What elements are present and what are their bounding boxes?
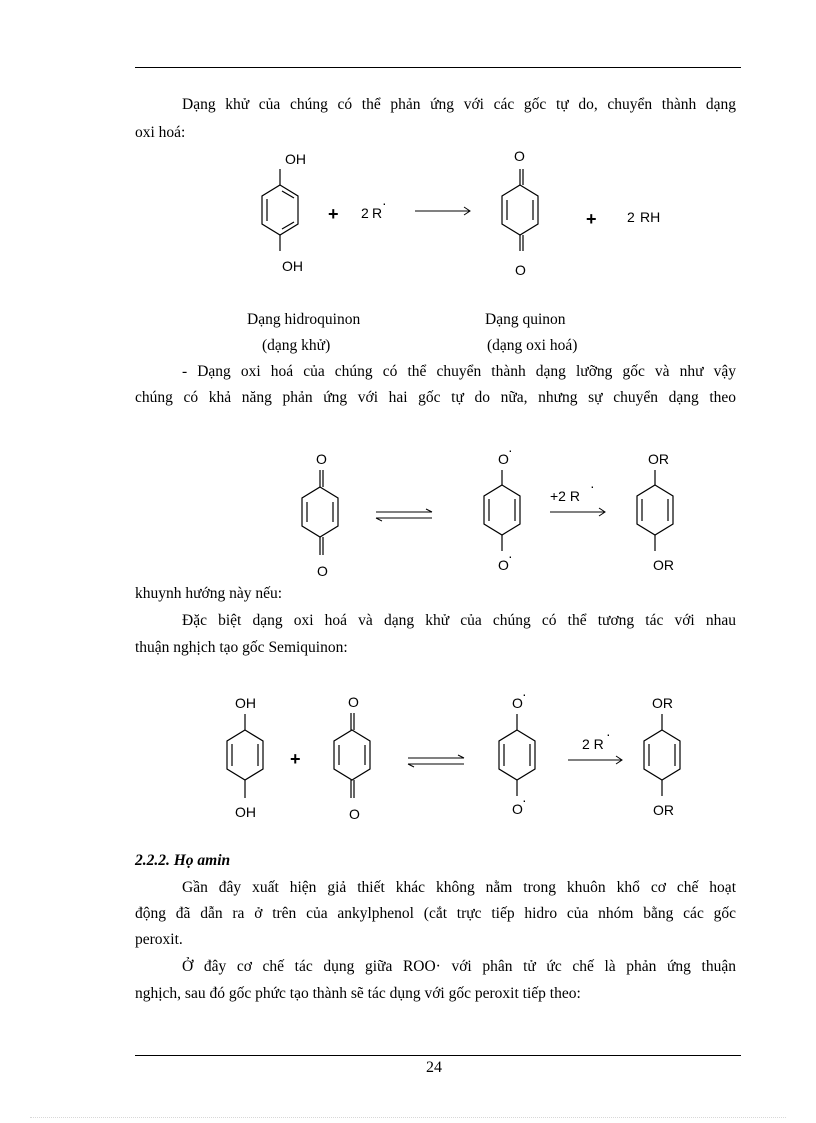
paragraph-1-line-2: oxi hoá: <box>135 124 186 141</box>
hydroquinone3-bottom-oh: OH <box>235 804 256 820</box>
reaction-2-diagram <box>280 445 700 580</box>
paragraph-4-line-3: peroxit. <box>135 931 183 948</box>
bottom-dotted-border <box>30 1117 786 1118</box>
biradical2-top-o: O <box>498 451 509 467</box>
diether3-bottom-or: OR <box>653 802 674 818</box>
paragraph-5-line-2: nghịch, sau đó gốc phức tạo thành sẽ tác dụng với gốc peroxit tiếp theo: <box>135 985 581 1002</box>
quinone2-top-o: O <box>316 451 327 467</box>
reaction-arrow-2 <box>550 508 605 516</box>
quinone-bottom-o: O <box>515 262 526 278</box>
biradical2-bottom-o: O <box>498 557 509 573</box>
paragraph-2-line-3: khuynh hướng này nếu: <box>135 585 283 602</box>
quinone-top-o: O <box>514 148 525 164</box>
biradical3-bottom-o: O <box>512 801 523 817</box>
biradical-molecule-3 <box>499 714 535 796</box>
footer-rule <box>135 1055 741 1056</box>
label-quinon-sub: (dạng oxi hoá) <box>487 337 578 354</box>
diether-molecule-2 <box>637 470 673 551</box>
biradical3-bottom-dot: · <box>522 792 527 808</box>
reaction3-reagent-dot: · <box>606 726 611 742</box>
plus-sign-1: + <box>328 204 339 224</box>
reaction-arrow-1 <box>415 207 470 215</box>
equilibrium-arrows-2 <box>408 755 464 767</box>
biradical3-top-o: O <box>512 695 523 711</box>
reagent-coefficient: 2 <box>361 205 369 221</box>
quinone3-top-o: O <box>348 694 359 710</box>
biradical2-top-dot: · <box>508 445 513 458</box>
reaction-arrow-3 <box>568 756 622 764</box>
hydroquinone-molecule <box>262 169 298 251</box>
paragraph-4-line-2: động đã dẫn ra ở trên của ankylphenol (cắt trực tiếp hidro của nhóm bằng các gốc <box>135 905 736 922</box>
diether3-top-or: OR <box>652 695 673 711</box>
product-coefficient: 2 <box>627 209 635 225</box>
diether-molecule-3 <box>644 714 680 796</box>
reaction2-reagent: +2 R <box>550 488 580 504</box>
quinone-molecule-3 <box>334 713 370 798</box>
paragraph-2-line-2: chúng có khả năng phản ứng với hai gốc tự do nữa, nhưng sự chuyển dạng theo <box>135 389 736 406</box>
paragraph-2-line-1: - Dạng oxi hoá của chúng có thể chuyển thành dạng lưỡng gốc và như vậy <box>182 363 736 380</box>
reaction2-reagent-dot: · <box>590 478 595 494</box>
paragraph-3-line-1: Đặc biệt dạng oxi hoá và dạng khử của chúng có thể tương tác với nhau <box>182 612 736 629</box>
biradical2-bottom-dot: · <box>508 548 513 564</box>
diether2-bottom-or: OR <box>653 557 674 573</box>
label-hydroquinon-sub: (dạng khử) <box>262 337 331 354</box>
paragraph-5-line-1: Ở đây cơ chế tác dụng giữa ROO· với phân tử ức chế là phản ứng thuận <box>182 958 736 975</box>
product-rh: RH <box>640 209 661 225</box>
diether2-top-or: OR <box>648 451 669 467</box>
reaction3-reagent: 2 R <box>582 736 604 752</box>
biradical3-top-dot: · <box>522 688 527 702</box>
reaction-1-diagram <box>230 145 690 285</box>
biradical-molecule-2 <box>484 470 520 551</box>
quinone-molecule <box>502 169 538 251</box>
hydroquinone-top-oh: OH <box>285 151 306 167</box>
plus-sign-2: + <box>586 209 597 229</box>
label-quinon: Dạng quinon <box>485 311 566 328</box>
header-rule <box>135 67 741 68</box>
plus-sign-3: + <box>290 749 301 769</box>
reagent-radical-dot: · <box>382 195 387 211</box>
page-number: 24 <box>426 1059 442 1076</box>
quinone-molecule-2 <box>302 470 338 555</box>
quinone3-bottom-o: O <box>349 806 360 822</box>
equilibrium-arrows-1 <box>376 509 432 521</box>
paragraph-1-line-1: Dạng khử của chúng có thể phản ứng với các gốc tự do, chuyển thành dạng <box>182 96 736 113</box>
hydroquinone-bottom-oh: OH <box>282 258 303 274</box>
hydroquinone-molecule-3 <box>227 714 263 798</box>
section-heading: 2.2.2. Họ amin <box>135 852 231 869</box>
quinone2-bottom-o: O <box>317 563 328 579</box>
paragraph-3-line-2: thuận nghịch tạo gốc Semiquinon: <box>135 639 348 656</box>
label-hydroquinon: Dạng hidroquinon <box>247 311 361 328</box>
reaction-3-diagram <box>200 688 700 828</box>
paragraph-4-line-1: Gần đây xuất hiện giả thiết khác không nằm trong khuôn khổ cơ chế hoạt <box>182 879 736 896</box>
hydroquinone3-top-oh: OH <box>235 695 256 711</box>
reagent-radical: R <box>372 205 383 221</box>
